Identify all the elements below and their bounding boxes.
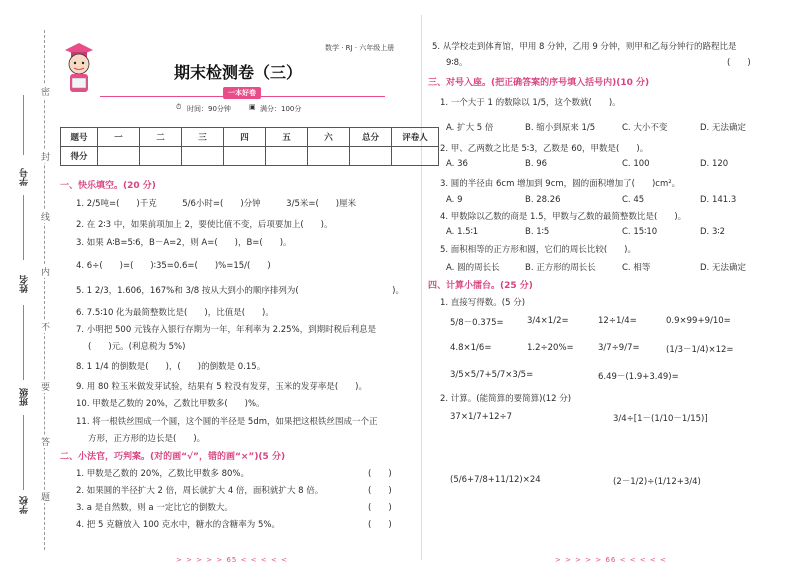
score-cell[interactable] (182, 147, 224, 166)
question-text: 4. 甲数除以乙数的商是 1.5，甲数与乙数的最简整数比是( )。 (440, 212, 687, 222)
score-table (60, 127, 439, 166)
section-title: 一、快乐填空。(20 分) (60, 181, 156, 191)
score-cell[interactable] (308, 147, 350, 166)
subsection-title: 1. 直接写得数。(5 分) (440, 298, 526, 308)
math-expression: 12÷1/4= (598, 316, 637, 326)
option[interactable]: C. 100 (622, 159, 650, 169)
question-text: ( )元。(利息税为 5%) (88, 342, 186, 352)
class-label: 班级 (20, 388, 30, 406)
answer-bracket[interactable]: ( ) (368, 503, 392, 513)
student-id-label: 学号 (20, 168, 30, 186)
math-expression: (2－1/2)÷(1/12+3/4) (613, 477, 701, 487)
answer-bracket[interactable]: ( ) (368, 520, 392, 530)
option[interactable]: B. 缩小到原来 1/5 (525, 123, 596, 133)
question-text: 6. 7.5∶10 化为最简整数比是( )，比值是( )。 (76, 308, 274, 318)
math-expression: 3/4×1/2= (527, 316, 569, 326)
score-cell[interactable] (266, 147, 308, 166)
option[interactable]: A. 36 (446, 159, 468, 169)
mascot-icon (62, 40, 96, 98)
seal-line (44, 30, 45, 550)
table-header: 二 (140, 128, 182, 147)
subject-label: 数学 · RJ · 六年级上册 (325, 44, 395, 52)
option[interactable]: B. 96 (525, 159, 548, 169)
question-text: 9∶8。 (446, 58, 468, 68)
table-header: 三 (182, 128, 224, 147)
option[interactable]: C. 45 (622, 195, 645, 205)
question-text: 11. 将一根铁丝围成一个圆，这个圆的半径是 5dm，如果把这根铁丝围成一个正 (76, 417, 378, 427)
option[interactable]: D. 3∶2 (700, 227, 725, 237)
math-expression: 3/7÷9/7= (598, 343, 640, 353)
math-expression: 1.2÷20%= (527, 343, 574, 353)
table-header: 五 (266, 128, 308, 147)
field-line (23, 95, 24, 155)
question-text: 3. 如果 A∶B=5∶6，B－A=2，则 A=( )，B=( )。 (76, 238, 292, 248)
question-text: 7. 小明把 500 元钱存入银行存期为一年，年利率为 2.25%，到期时税后利息是 (76, 325, 377, 335)
question-text: 5. 1 2/3，1.606，167%和 3/8 按从大到小的顺序排列为( )。 (76, 286, 404, 296)
seal-char: 内 (41, 265, 50, 278)
option[interactable]: C. 15∶10 (622, 227, 658, 237)
field-line (23, 195, 24, 260)
subsection-title: 2. 计算。(能简算的要简算)(12 分) (440, 394, 572, 404)
header-rule (100, 96, 385, 97)
option[interactable]: A. 扩大 5 倍 (446, 123, 494, 133)
seal-char: 密 (41, 85, 50, 98)
seal-char: 封 (41, 150, 50, 163)
math-expression: (1/3－1/4)×12= (666, 345, 734, 355)
option[interactable]: A. 圆的周长长 (446, 263, 500, 273)
question-text: 1. 一个大于 1 的数除以 1/5，这个数就( )。 (440, 98, 621, 108)
math-expression: 4.8×1/6= (450, 343, 492, 353)
table-header: 六 (308, 128, 350, 147)
seal-char: 不 (41, 320, 50, 333)
math-expression: 37×1/7+12÷7 (450, 412, 513, 422)
option[interactable]: D. 141.3 (700, 195, 737, 205)
score-cell[interactable] (350, 147, 392, 166)
score-cell[interactable] (140, 147, 182, 166)
page-number-left: > > > > > 65 < < < < < (176, 556, 288, 564)
option[interactable]: A. 9 (446, 195, 463, 205)
score-icon: ▣ (249, 103, 256, 111)
name-label: 姓名 (20, 275, 30, 293)
question-text: 2. 在 2∶3 中，如果前项加上 2，要使比值不变，后项要加上( )。 (76, 220, 333, 230)
table-header: 总分 (350, 128, 392, 147)
score-cell[interactable] (98, 147, 140, 166)
school-label: 学校 (20, 496, 30, 514)
question-text: 3. a 是自然数，则 a 一定比它的倒数大。 (76, 503, 233, 513)
question-text: 2. 如果圆的半径扩大 2 倍，周长就扩大 4 倍，面积就扩大 8 倍。 (76, 486, 324, 496)
table-row-label: 得分 (61, 147, 98, 166)
question-text: 8. 1 1/4 的倒数是( )，( )的倒数是 0.15。 (76, 362, 266, 372)
answer-bracket[interactable]: ( ) (368, 486, 392, 496)
option[interactable]: C. 大小不变 (622, 123, 668, 133)
option[interactable]: D. 无法确定 (700, 263, 746, 273)
math-expression: 6.49－(1.9+3.49)= (598, 372, 679, 382)
table-header: 四 (224, 128, 266, 147)
full-score-label: 满分：100分 (260, 105, 302, 113)
binding-margin (0, 0, 50, 579)
section-title: 三、对号入座。(把正确答案的序号填入括号内)(10 分) (428, 78, 650, 88)
question-text: 10. 甲数是乙数的 20%，乙数比甲数多( )%。 (76, 399, 265, 409)
question-text: 3. 圆的半径由 6cm 增加到 9cm，圆的面积增加了( )cm²。 (440, 179, 681, 189)
page-number-right: > > > > > 66 < < < < < (555, 556, 667, 564)
option[interactable]: C. 相等 (622, 263, 651, 273)
seal-char: 要 (41, 380, 50, 393)
page-divider (421, 15, 422, 560)
question-text: 方形，正方形的边长是( )。 (88, 434, 206, 444)
math-expression: 0.9×99+9/10= (666, 316, 731, 326)
option[interactable]: D. 无法确定 (700, 123, 746, 133)
question-text: 2. 甲、乙两数之比是 5∶3，乙数是 60，甲数是( )。 (440, 144, 649, 154)
question-text: 1. 2/5吨=( )千克 5/6小时=( )分钟 3/5米=( )厘米 (76, 199, 357, 209)
table-header: 一 (98, 128, 140, 147)
math-expression: 3/5×5/7+5/7×3/5= (450, 370, 534, 380)
answer-bracket[interactable]: ( ) (727, 58, 751, 68)
option[interactable]: A. 1.5∶1 (446, 227, 479, 237)
math-expression: 3/4÷[1－(1/10－1/15)] (613, 414, 708, 424)
table-header: 题号 (61, 128, 98, 147)
field-line (23, 305, 24, 380)
option[interactable]: B. 正方形的周长长 (525, 263, 596, 273)
question-text: 9. 用 80 粒玉米做发芽试验，结果有 5 粒没有发芽，玉米的发芽率是( )。 (76, 382, 367, 392)
score-table-row (61, 147, 439, 166)
score-table-header-row (61, 128, 439, 147)
math-expression: (5/6+7/8+11/12)×24 (450, 475, 541, 485)
score-cell[interactable] (224, 147, 266, 166)
option[interactable]: B. 1∶5 (525, 227, 550, 237)
field-line (23, 415, 24, 490)
page-title: 期末检测卷（三） (174, 63, 303, 82)
seal-char: 线 (41, 210, 50, 223)
clock-icon: ⏱ (176, 103, 182, 111)
brand-badge: 一本好卷 (223, 87, 261, 99)
question-text: 4. 把 5 克糖放入 100 克水中，糖水的含糖率为 5%。 (76, 520, 280, 530)
option[interactable]: D. 120 (700, 159, 729, 169)
section-title: 二、小法官，巧判案。(对的画“√”，错的画“×”)(5 分) (60, 452, 286, 462)
math-expression: 5/8－0.375= (450, 318, 504, 328)
question-text: 5. 从学校走到体育馆，甲用 8 分钟，乙用 9 分钟，则甲和乙每分钟行的路程比是 (432, 42, 737, 52)
question-text: 4. 6÷( )=( )∶35=0.6=( )%=15/( ) (76, 261, 271, 271)
table-header: 评卷人 (392, 128, 439, 147)
time-label: 时间：90分钟 (187, 105, 231, 113)
seal-char: 题 (41, 490, 50, 503)
question-text: 5. 面积相等的正方形和圆，它们的周长比较( )。 (440, 245, 636, 255)
seal-char: 答 (41, 435, 50, 448)
option[interactable]: B. 28.26 (525, 195, 561, 205)
question-text: 1. 甲数是乙数的 20%，乙数比甲数多 80%。 (76, 469, 250, 479)
section-title: 四、计算小擂台。(25 分) (428, 281, 533, 291)
answer-bracket[interactable]: ( ) (368, 469, 392, 479)
score-cell[interactable] (392, 147, 439, 166)
